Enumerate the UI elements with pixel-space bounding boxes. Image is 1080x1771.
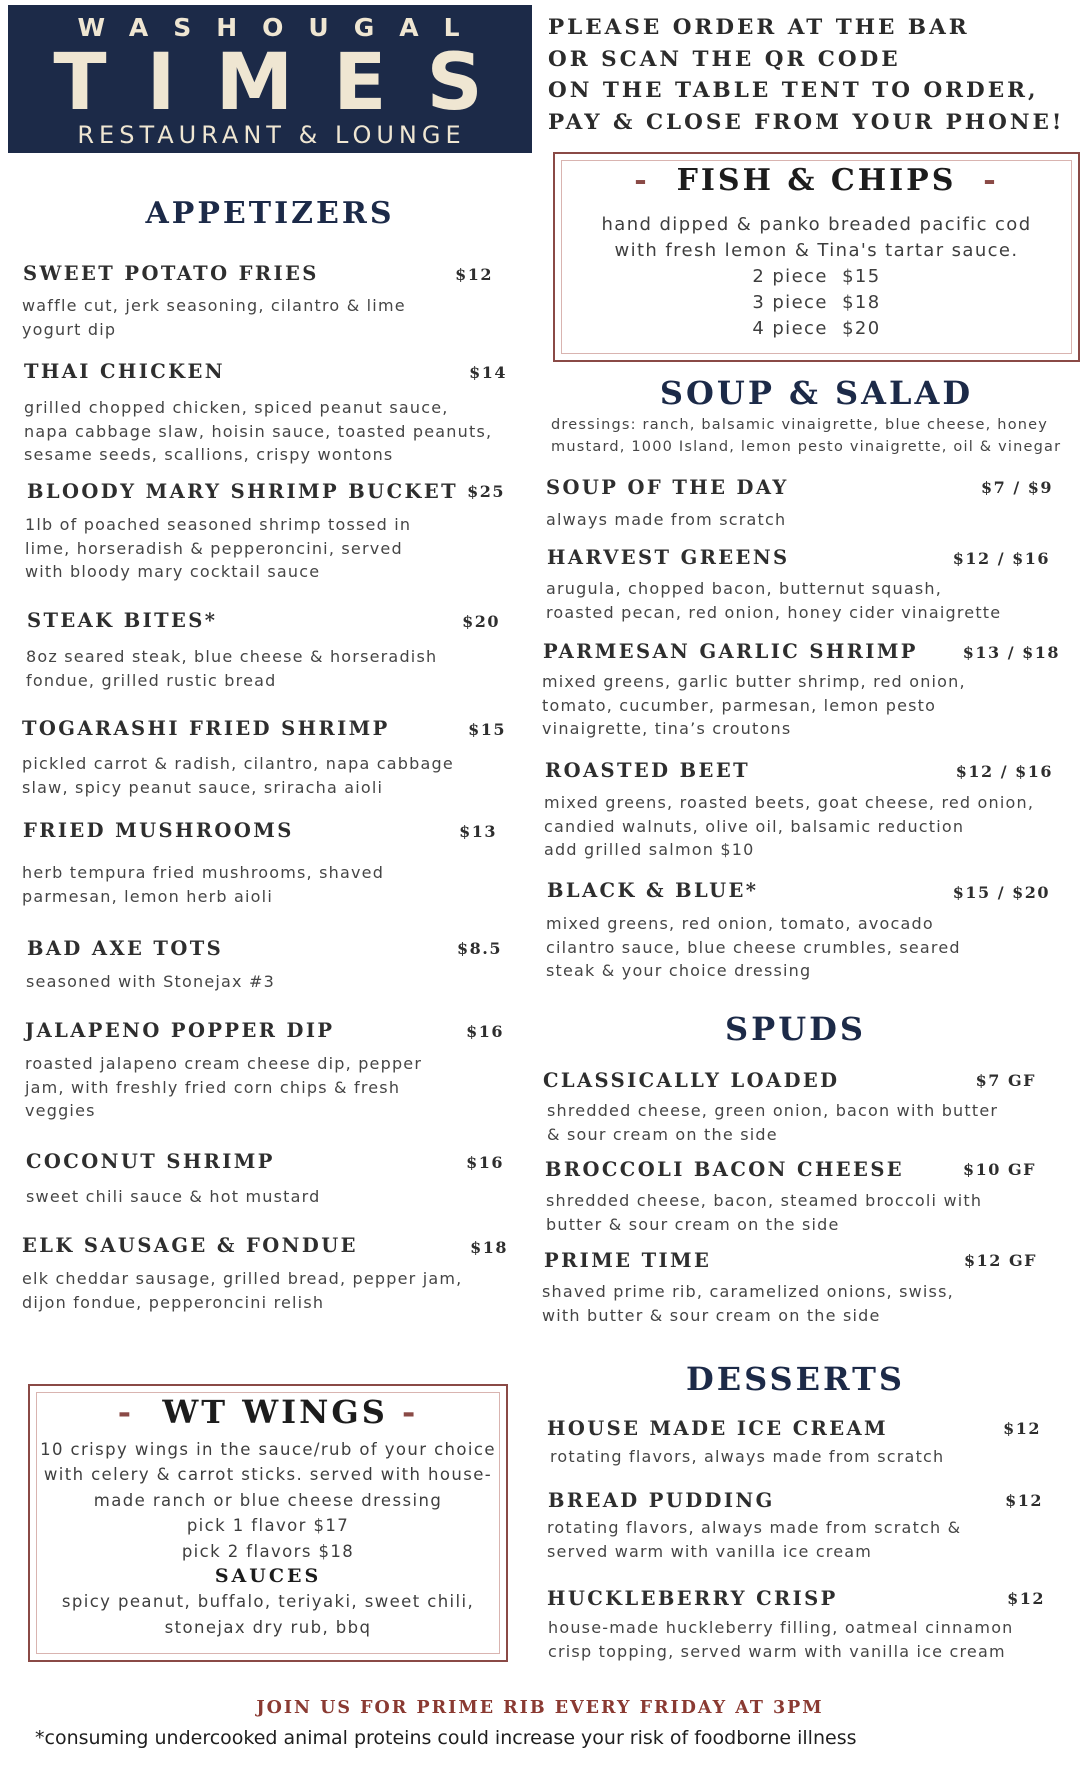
menu-item-name: CLASSICALLY LOADED (543, 1069, 840, 1092)
wings-title: - WT WINGS - (117, 1393, 419, 1431)
menu-item-price: $20 (462, 612, 500, 631)
order-notice (548, 12, 1068, 138)
menu-item-description: shredded cheese, bacon, steamed broccoli with butter & sour cream on the side (546, 1191, 983, 1234)
menu-item-name: SWEET POTATO FRIES (23, 262, 319, 285)
menu-item-name: PRIME TIME (544, 1249, 712, 1272)
desserts-heading: DESSERTS (686, 1360, 905, 1398)
menu-item-name: BLOODY MARY SHRIMP BUCKET (27, 480, 459, 503)
title-dash: - (634, 163, 650, 198)
menu-item-description: herb tempura fried mushrooms, shaved parmesan, lemon herb aioli (22, 863, 385, 906)
menu-item-name: BAD AXE TOTS (27, 937, 224, 960)
restaurant-logo (8, 5, 532, 153)
dressings-note: dressings: ranch, balsamic vinaigrette, blue cheese, honey mustard, 1000 Island, lemon pesto vinaigrette, oil & vinegar (551, 417, 1062, 455)
menu-item-price: $13 (459, 822, 497, 841)
menu-item-name: THAI CHICKEN (24, 360, 225, 383)
order-notice-line: PLEASE ORDER AT THE BAR (548, 15, 970, 40)
menu-item-price: $15 / $20 (952, 883, 1050, 902)
menu-item-description: arugula, chopped bacon, butternut squash, roasted pecan, red onion, honey cider vinaigrette (546, 579, 1002, 622)
logo-line-1: WASHOUGAL (77, 13, 485, 42)
menu-item-description: elk cheddar sausage, grilled bread, pepper jam, dijon fondue, pepperoncini relish (22, 1269, 463, 1312)
menu-item-price: $14 (469, 363, 507, 382)
menu-item-description: always made from scratch (546, 510, 787, 529)
order-notice-line: ON THE TABLE TENT TO ORDER, (548, 78, 1039, 103)
menu-item-name: HARVEST GREENS (547, 546, 790, 569)
menu-item-description: house-made huckleberry filling, oatmeal cinnamon crisp topping, served warm with vanilla ice cream (548, 1618, 1014, 1661)
wings-text: 10 crispy wings in the sauce/rub of your choice with celery & carrot sticks. served with house- made ranch or blue cheese dressing pick 1 flavor $17 pick 2 flavors $18 SAUCES spicy peanut, buffalo, teriyaki, sweet chili, stonejax dry rub, bbq (28, 1437, 508, 1640)
menu-item-price: $25 (467, 482, 505, 501)
menu-item-price: $8.5 (457, 939, 502, 958)
menu-item-description: 1lb of poached seasoned shrimp tossed in lime, horseradish & pepperoncini, served with bloody mary cocktail sauce (25, 515, 412, 581)
menu-item-description: shaved prime rib, caramelized onions, swiss, with butter & sour cream on the side (542, 1282, 954, 1325)
menu-item-name: STEAK BITES* (27, 609, 218, 632)
menu-item-name: JALAPENO POPPER DIP (25, 1019, 335, 1042)
menu-item-description: grilled chopped chicken, spiced peanut sauce, napa cabbage slaw, hoisin sauce, toasted peanuts, sesame seeds, scallions, crispy wontons (24, 398, 493, 464)
menu-item-name: PARMESAN GARLIC SHRIMP (543, 640, 918, 663)
menu-item-price: $12 / $16 (952, 549, 1050, 568)
fish-and-chips-text: hand dipped & panko breaded pacific cod with fresh lemon & Tina's tartar sauce. 2 piece $15 3 piece $18 4 piece $20 (601, 214, 1032, 339)
menu-item-price: $18 (470, 1238, 508, 1257)
spuds-heading: SPUDS (725, 1010, 866, 1048)
menu-item-description: pickled carrot & radish, cilantro, napa cabbage slaw, spicy peanut sauce, sriracha aioli (22, 754, 454, 797)
soup-salad-heading: SOUP & SALAD (659, 374, 974, 412)
menu-item-name: ROASTED BEET (545, 759, 750, 782)
title-dash: - (983, 163, 999, 198)
menu-item-price: $12 (455, 265, 493, 284)
menu-item-price: $12 (1007, 1589, 1045, 1608)
menu-item-description: 8oz seared steak, blue cheese & horseradish fondue, grilled rustic bread (26, 647, 438, 690)
menu-item-description: mixed greens, roasted beets, goat cheese, red onion, candied walnuts, olive oil, balsamic reduction add grilled salmon $10 (544, 793, 1035, 859)
menu-item-price: $7 GF (975, 1071, 1036, 1090)
sauces-title: SAUCES (214, 1565, 322, 1588)
logo-line-3: RESTAURANT & LOUNGE (77, 121, 466, 149)
menu-item-price: $12 (1003, 1419, 1041, 1438)
menu-item-price: $16 (466, 1153, 504, 1172)
menu-item-name: ELK SAUSAGE & FONDUE (22, 1234, 358, 1257)
menu-item-name: BROCCOLI BACON CHEESE (545, 1158, 905, 1181)
menu-item-price: $12 (1005, 1491, 1043, 1510)
menu-item-description: rotating flavors, always made from scratch (550, 1447, 945, 1466)
menu-item-name: HUCKLEBERRY CRISP (547, 1587, 838, 1610)
menu-item-price: $15 (468, 720, 506, 739)
title-dash: - (117, 1393, 135, 1431)
menu-item-price: $12 GF (964, 1251, 1037, 1270)
menu-item-name: COCONUT SHRIMP (26, 1150, 275, 1173)
title-dash: - (401, 1393, 419, 1431)
menu-item-description: mixed greens, red onion, tomato, avocado cilantro sauce, blue cheese crumbles, seared steak & your choice dressing (546, 914, 961, 980)
prime-rib-promo: JOIN US FOR PRIME RIB EVERY FRIDAY AT 3PM (256, 1698, 824, 1718)
menu-item-description: seasoned with Stonejax #3 (26, 972, 275, 991)
menu-item-name: BLACK & BLUE* (547, 879, 759, 902)
fish-and-chips-title: - FISH & CHIPS - (634, 163, 999, 198)
menu-item-price: $12 / $16 (955, 762, 1053, 781)
appetizers-heading: APPETIZERS (145, 196, 395, 231)
menu-item-description: roasted jalapeno cream cheese dip, pepper jam, with freshly fried corn chips & fresh veggies (25, 1054, 423, 1120)
order-notice-line: OR SCAN THE QR CODE (548, 46, 901, 72)
menu-item-price: $13 / $18 (962, 643, 1060, 662)
menu-item-price: $16 (466, 1022, 504, 1041)
menu-item-description: mixed greens, garlic butter shrimp, red onion, tomato, cucumber, parmesan, lemon pesto vinaigrette, tina’s croutons (542, 672, 966, 738)
order-notice-line: PAY & CLOSE FROM YOUR PHONE! (548, 109, 1065, 135)
logo-line-2: TIMES (53, 38, 523, 128)
menu-item-name: FRIED MUSHROOMS (23, 819, 294, 842)
menu-item-name: TOGARASHI FRIED SHRIMP (22, 717, 390, 740)
menu-item-name: HOUSE MADE ICE CREAM (547, 1417, 889, 1440)
menu-item-description: rotating flavors, always made from scratch & served warm with vanilla ice cream (547, 1518, 962, 1561)
menu-item-name: BREAD PUDDING (548, 1489, 775, 1512)
menu-item-description: waffle cut, jerk seasoning, cilantro & lime yogurt dip (22, 296, 406, 339)
menu-item-description: sweet chili sauce & hot mustard (26, 1187, 321, 1206)
menu-item-price: $10 GF (963, 1160, 1036, 1179)
menu-item-description: shredded cheese, green onion, bacon with butter & sour cream on the side (547, 1101, 999, 1144)
menu-item-name: SOUP OF THE DAY (546, 476, 789, 499)
food-safety-disclaimer: *consuming undercooked animal proteins could increase your risk of foodborne illness (35, 1727, 857, 1749)
menu-item-price: $7 / $9 (980, 478, 1053, 497)
